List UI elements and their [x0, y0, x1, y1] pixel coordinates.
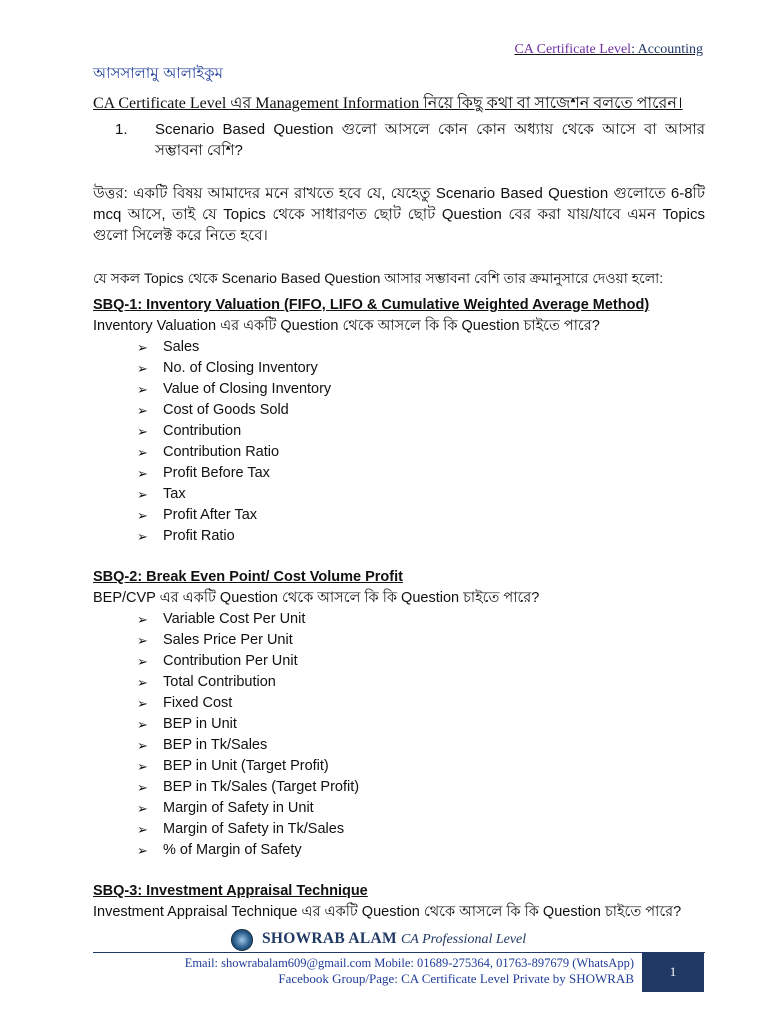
- arrow-right-icon: ➢: [137, 403, 148, 418]
- arrow-right-icon: ➢: [137, 340, 148, 355]
- item-list: [93, 337, 705, 547]
- header-certificate-level: CA Certificate Level: [514, 42, 632, 57]
- question-text: Scenario Based Question গুলো আসলে কোন কোন অধ্যায় থেকে আসে বা আসার সম্ভাবনা বেশি?: [155, 121, 705, 159]
- list-item: ➢ Contribution: [137, 421, 705, 442]
- footer-divider: [93, 952, 705, 953]
- list-item: ➢ BEP in Tk/Sales (Target Profit): [137, 777, 705, 798]
- arrow-right-icon: ➢: [137, 382, 148, 397]
- document-body: [93, 62, 705, 923]
- author-name: SHOWRAB ALAM: [262, 930, 397, 947]
- arrow-right-icon: ➢: [137, 508, 148, 523]
- arrow-right-icon: ➢: [137, 487, 148, 502]
- list-item: ➢ Fixed Cost: [137, 693, 705, 714]
- globe-logo-icon: [231, 929, 253, 951]
- arrow-right-icon: ➢: [137, 822, 148, 837]
- list-item: ➢ BEP in Unit: [137, 714, 705, 735]
- arrow-right-icon: ➢: [137, 529, 148, 544]
- item-list: [93, 609, 705, 861]
- list-item: ➢ Profit Ratio: [137, 526, 705, 547]
- list-item: ➢ Total Contribution: [137, 672, 705, 693]
- list-item: ➢ Tax: [137, 484, 705, 505]
- arrow-right-icon: ➢: [137, 696, 148, 711]
- arrow-right-icon: ➢: [137, 717, 148, 732]
- arrow-right-icon: ➢: [137, 361, 148, 376]
- section-title: SBQ-3: Investment Appraisal Technique: [93, 883, 368, 899]
- list-item: ➢ Margin of Safety in Tk/Sales: [137, 819, 705, 840]
- arrow-right-icon: ➢: [137, 633, 148, 648]
- section-sbq-1: [93, 295, 705, 547]
- arrow-right-icon: ➢: [137, 801, 148, 816]
- arrow-right-icon: ➢: [137, 612, 148, 627]
- section-question: BEP/CVP এর একটি Question থেকে আসলে কি কি Question চাইতে পারে?: [93, 590, 540, 606]
- intro-line: CA Certificate Level এর Management Information নিয়ে কিছু কথা বা সাজেশন বলতে পারেন।: [93, 95, 683, 112]
- question-number: 1.: [115, 121, 128, 138]
- list-item: ➢ Contribution Ratio: [137, 442, 705, 463]
- list-item: ➢ % of Margin of Safety: [137, 840, 705, 861]
- page-footer: [0, 924, 768, 1024]
- list-item: ➢ Profit Before Tax: [137, 463, 705, 484]
- section-spacer: [93, 861, 705, 881]
- list-item: ➢ Variable Cost Per Unit: [137, 609, 705, 630]
- arrow-right-icon: ➢: [137, 445, 148, 460]
- section-title: SBQ-2: Break Even Point/ Cost Volume Profit: [93, 569, 403, 585]
- list-item: ➢ BEP in Unit (Target Profit): [137, 756, 705, 777]
- page-number: 1: [642, 952, 704, 992]
- arrow-right-icon: ➢: [137, 466, 148, 481]
- arrow-right-icon: ➢: [137, 738, 148, 753]
- header-subject: : Accounting: [631, 42, 703, 57]
- section-sbq-2: [93, 567, 705, 861]
- list-item: ➢ Cost of Goods Sold: [137, 400, 705, 421]
- answer-paragraph: উত্তর: একটি বিষয় আমাদের মনে রাখতে হবে যে, যেহেতু Scenario Based Question গুলোতে 6-8টি mcq আসে, তাই যে Topics থেকে সাধারণত ছোট ছোট Question বের করা যায়/যাবে এমন Topics গুলো সিলেক্ট করে নিতে হবে।: [93, 185, 705, 244]
- greeting: আসসালামু আলাইকুম: [93, 64, 223, 82]
- arrow-right-icon: ➢: [137, 675, 148, 690]
- topics-intro: যে সকল Topics থেকে Scenario Based Question আসার সম্ভাবনা বেশি তার ক্রমানুসারে দেওয়া হলো:: [93, 270, 664, 286]
- section-title: SBQ-1: Inventory Valuation (FIFO, LIFO & Cumulative Weighted Average Method): [93, 297, 650, 313]
- footer-contact: [185, 956, 634, 987]
- arrow-right-icon: ➢: [137, 843, 148, 858]
- section-question: Investment Appraisal Technique এর একটি Question থেকে আসলে কি কি Question চাইতে পারে?: [93, 904, 682, 920]
- section-sbq-3: [93, 881, 705, 923]
- footer-brand: [262, 930, 526, 948]
- list-item: ➢ Contribution Per Unit: [137, 651, 705, 672]
- arrow-right-icon: ➢: [137, 654, 148, 669]
- list-item: ➢ BEP in Tk/Sales: [137, 735, 705, 756]
- list-item: ➢ No. of Closing Inventory: [137, 358, 705, 379]
- list-item: ➢ Profit After Tax: [137, 505, 705, 526]
- section-question: Inventory Valuation এর একটি Question থেকে আসলে কি কি Question চাইতে পারে?: [93, 318, 600, 334]
- page-header: [514, 42, 703, 58]
- arrow-right-icon: ➢: [137, 780, 148, 795]
- arrow-right-icon: ➢: [137, 424, 148, 439]
- list-item: ➢ Margin of Safety in Unit: [137, 798, 705, 819]
- contact-email-line: Email: showrabalam609@gmail.com Mobile: 01689-275364, 01763-897679 (WhatsApp): [184, 956, 634, 970]
- section-spacer: [93, 547, 705, 567]
- arrow-right-icon: ➢: [137, 759, 148, 774]
- numbered-question: [93, 119, 705, 161]
- list-item: ➢ Sales Price Per Unit: [137, 630, 705, 651]
- author-level: CA Professional Level: [400, 932, 527, 947]
- list-item: ➢ Sales: [137, 337, 705, 358]
- facebook-line: Facebook Group/Page: CA Certificate Level Private by SHOWRAB: [278, 971, 634, 986]
- list-item: ➢ Value of Closing Inventory: [137, 379, 705, 400]
